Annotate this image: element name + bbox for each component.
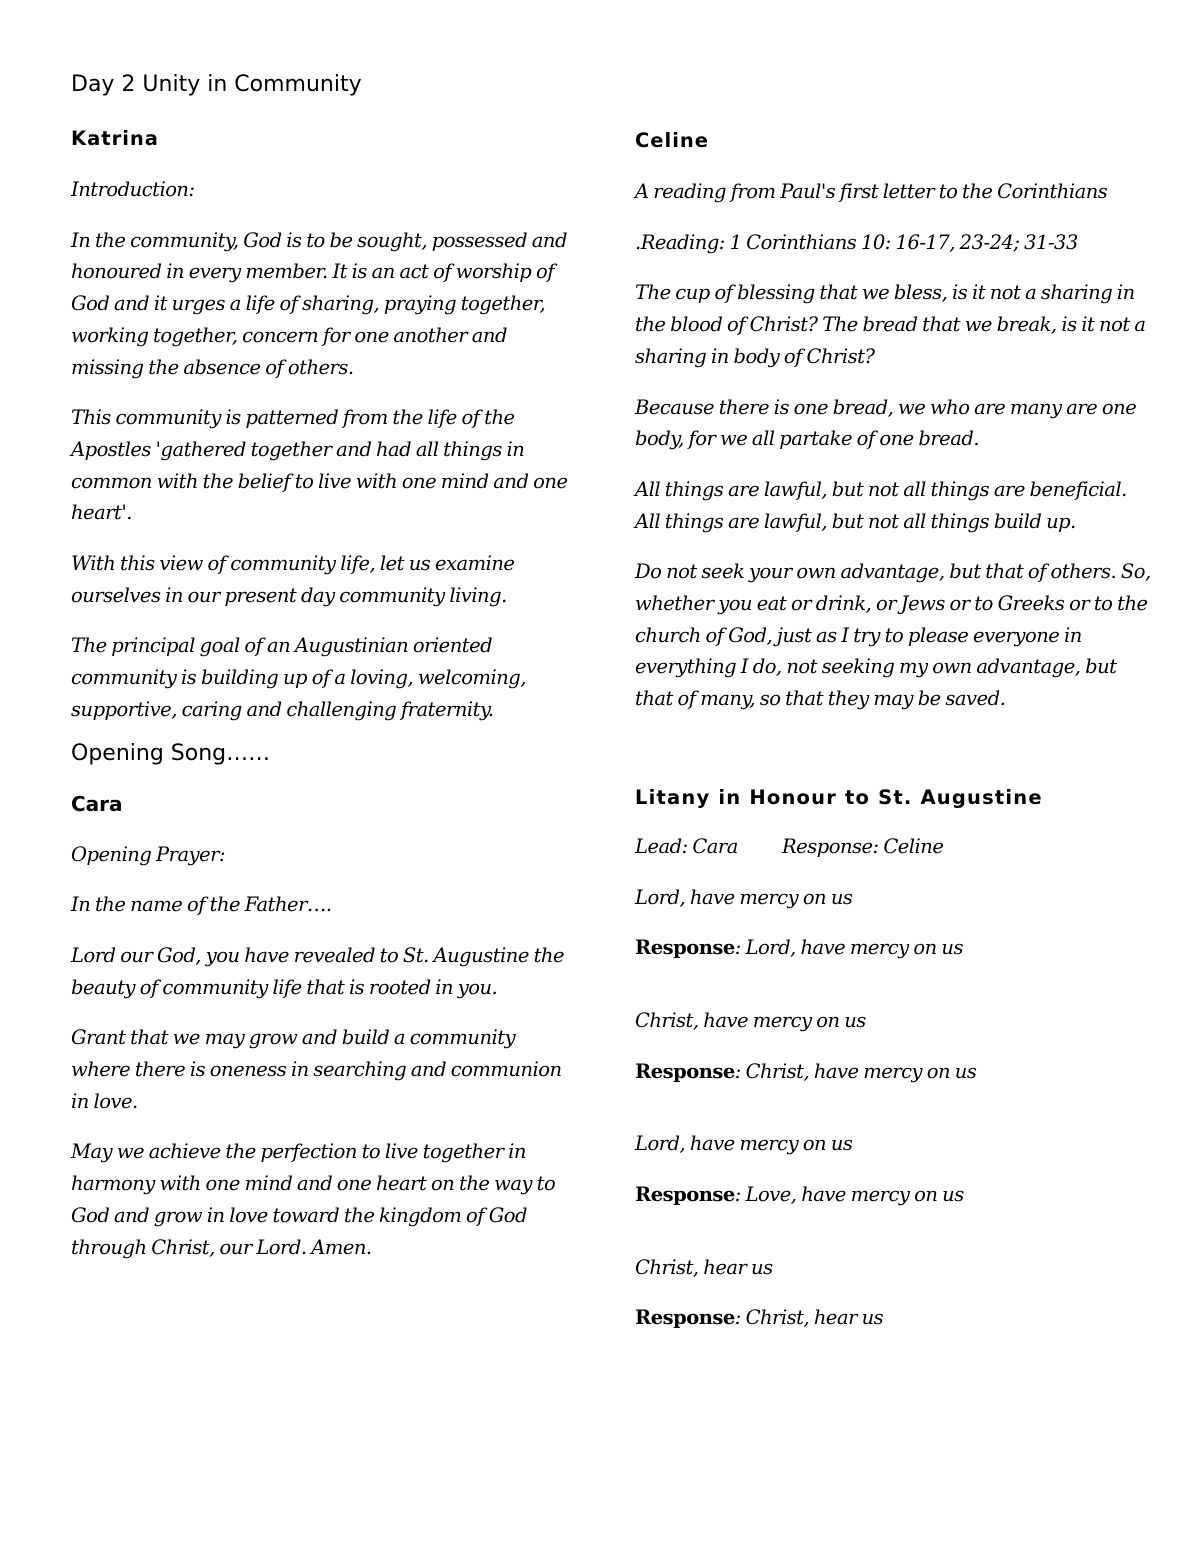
response-text: : Lord, have mercy on us — [734, 936, 963, 960]
prayer-paragraph: Grant that we may grow and build a community where there is oneness in searching and communion in love. — [71, 1026, 562, 1113]
speaker-cara: Cara — [71, 791, 123, 816]
speaker-celine: Celine — [635, 129, 710, 152]
reading-paragraph: All things are lawful, but not all things are beneficial. All things are lawful, but not all things build up. — [635, 477, 1127, 533]
litany-response — [635, 1179, 1155, 1211]
prayer-paragraph: In the name of the Father…. — [71, 893, 332, 917]
reading-paragraph: The cup of blessing that we bless, is it not a sharing in the blood of Christ? The bread that we break, is it not a sharing in body of Christ? — [635, 281, 1146, 368]
prayer-paragraph: May we achieve the perfection to live together in harmony with one mind and one heart on the way to God and grow in love toward the kingdom of God through Christ, our Lord. Amen. — [71, 1140, 556, 1259]
litany-response — [635, 1056, 1155, 1088]
intro-paragraph: With this view of community life, let us examine ourselves in our present day community living. — [71, 552, 515, 607]
litany-roles — [635, 831, 1155, 863]
introduction-label: Introduction: — [71, 178, 195, 201]
reading-reference: .Reading: 1 Corinthians 10: 16-17, 23-24; 31-33 — [635, 230, 1078, 254]
litany-call: Lord, have mercy on us — [635, 885, 853, 909]
litany-call: Lord, have mercy on us — [635, 1132, 853, 1156]
intro-paragraph: This community is patterned from the life of the Apostles 'gathered together and had all things in common with the belief to live with one mind and one heart'. — [71, 406, 568, 525]
response-label: Response — [635, 1306, 735, 1330]
right-column — [635, 124, 1155, 1353]
response-text: : Love, have mercy on us — [734, 1183, 964, 1207]
reading-paragraph: Because there is one bread, we who are many are one body, for we all partake of one bread. — [635, 395, 1137, 451]
page-title: Day 2 Unity in Community — [71, 72, 362, 97]
prayer-paragraph: Lord our God, you have revealed to St. Augustine the beauty of community life that is rooted in you. — [71, 943, 565, 999]
litany-lead: Lead: Cara — [635, 834, 738, 858]
litany-title: Litany in Honour to St. Augustine — [635, 785, 1043, 809]
reading-paragraph: Do not seek your own advantage, but that of others. So, whether you eat or drink, or Jews or to Greeks or to the church of God, just as I try to please everyone in everything I do, not seeking my own advantage, but that of many, so that they may be saved. — [635, 560, 1151, 711]
reading-intro: A reading from Paul's first letter to the Corinthians — [635, 180, 1108, 203]
opening-song: Opening Song…… — [71, 740, 271, 766]
opening-prayer-label: Opening Prayer: — [71, 842, 226, 866]
left-column — [71, 122, 571, 1282]
response-label: Response — [635, 1059, 735, 1083]
litany-response — [635, 932, 1155, 964]
litany-call: Christ, hear us — [635, 1255, 773, 1279]
response-text: : Christ, have mercy on us — [734, 1059, 977, 1083]
intro-paragraph: The principal goal of an Augustinian oriented community is building up of a loving, welcoming, supportive, caring and challenging fraternity. — [71, 634, 526, 721]
litany-response-role: Response: Celine — [782, 834, 944, 858]
response-label: Response — [635, 1183, 735, 1207]
response-text: : Christ, hear us — [734, 1306, 884, 1330]
speaker-katrina: Katrina — [71, 127, 159, 150]
litany-call: Christ, have mercy on us — [635, 1008, 866, 1032]
response-label: Response — [635, 936, 735, 960]
intro-paragraph: In the community, God is to be sought, possessed and honoured in every member. It is an act of worship of God and it urges a life of sharing, praying together, working together, concern for one another and missing the absence of others. — [71, 228, 567, 379]
litany-response — [635, 1302, 1155, 1334]
